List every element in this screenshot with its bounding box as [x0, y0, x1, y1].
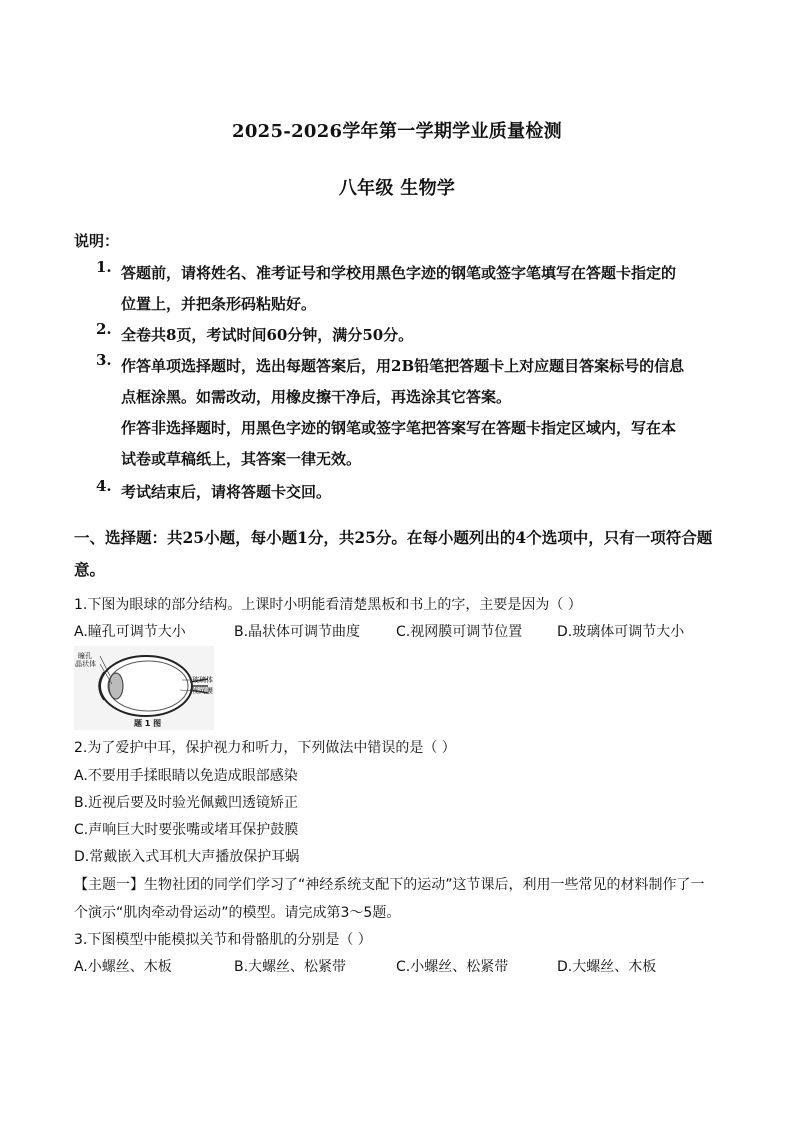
- instruction-line: 点框涂黑。如需改动，用橡皮擦干净后，再选涂其它答案。: [121, 388, 512, 406]
- instruction-line: 答题前，请将姓名、准考证号和学校用黑色字迹的钢笔或签字笔填写在答题卡指定的: [121, 264, 677, 282]
- instruction-number: 3.: [96, 351, 112, 369]
- instruction-number: 1.: [96, 258, 112, 276]
- theme-1-line: 个演示“肌肉牵动骨运动”的模型。请完成第3～5题。: [74, 905, 401, 921]
- figure-label-pupil: 瞳孔: [78, 652, 92, 660]
- question-3-option-a: A.小螺丝、木板: [74, 959, 172, 975]
- eye-structure-figure: [74, 646, 214, 730]
- figure-label-vitreous: 玻璃体: [192, 676, 213, 684]
- question-3-stem: 3.下图模型中能模拟关节和骨骼肌的分别是（ ）: [74, 932, 372, 948]
- question-2-option-a: A.不要用手揉眼睛以免造成眼部感染: [74, 768, 298, 784]
- instruction-number: 4.: [96, 477, 112, 495]
- question-1-option-d: D.玻璃体可调节大小: [557, 624, 685, 640]
- question-2-option-c: C.声响巨大时要张嘴或堵耳保护鼓膜: [74, 822, 299, 838]
- figure-label-lens: 晶状体: [75, 660, 96, 668]
- question-2-option-d: D.常戴嵌入式耳机大声播放保护耳蜗: [74, 849, 300, 865]
- instruction-number: 2.: [96, 320, 112, 338]
- question-1-option-a: A.瞳孔可调节大小: [74, 624, 186, 640]
- section-heading-line: 意。: [74, 560, 106, 579]
- instruction-line: 全卷共8页，考试时间60分钟，满分50分。: [121, 326, 414, 344]
- question-3-option-b: B.大螺丝、松紧带: [234, 959, 347, 975]
- figure-caption: 题 1 图: [134, 719, 162, 728]
- question-3-option-c: C.小螺丝、松紧带: [396, 959, 509, 975]
- page-title: 2025-2026学年第一学期学业质量检测: [232, 121, 562, 142]
- instructions-label: 说明：: [74, 232, 120, 250]
- instruction-line: 位置上，并把条形码粘贴好。: [121, 295, 317, 313]
- instruction-line: 作答单项选择题时，选出每题答案后，用2B铅笔把答题卡上对应题目答案标号的信息: [121, 357, 685, 375]
- page-subtitle: 八年级 生物学: [338, 178, 456, 199]
- theme-1-line: 【主题一】生物社团的同学们学习了“神经系统支配下的运动”这节课后，利用一些常见的材料制作了一: [74, 877, 705, 893]
- instruction-line: 作答非选择题时，用黑色字迹的钢笔或签字笔把答案写在答题卡指定区域内，写在本: [121, 419, 677, 437]
- question-1-option-c: C.视网膜可调节位置: [396, 624, 523, 640]
- section-heading: [74, 522, 724, 586]
- section-heading-line: 一、选择题：共25小题，每小题1分，共25分。在每小题列出的4个选项中，只有一项符合题: [74, 528, 713, 547]
- question-1-option-b: B.晶状体可调节曲度: [234, 624, 361, 640]
- eye-diagram: [74, 646, 214, 730]
- lens-shape: [109, 673, 123, 699]
- question-1-stem: 1.下图为眼球的部分结构。上课时小明能看清楚黑板和书上的字，主要是因为（ ）: [74, 597, 582, 613]
- instruction-line: 考试结束后，请将答题卡交回。: [121, 483, 332, 501]
- figure-label-retina: 视网膜: [192, 687, 213, 695]
- instruction-line: 试卷或草稿纸上，其答案一律无效。: [121, 450, 362, 468]
- question-3-option-d: D.大螺丝、木板: [557, 959, 657, 975]
- question-2-stem: 2.为了爱护中耳，保护视力和听力，下列做法中错误的是（ ）: [74, 740, 456, 756]
- question-2-option-b: B.近视后要及时验光佩戴凹透镜矫正: [74, 795, 299, 811]
